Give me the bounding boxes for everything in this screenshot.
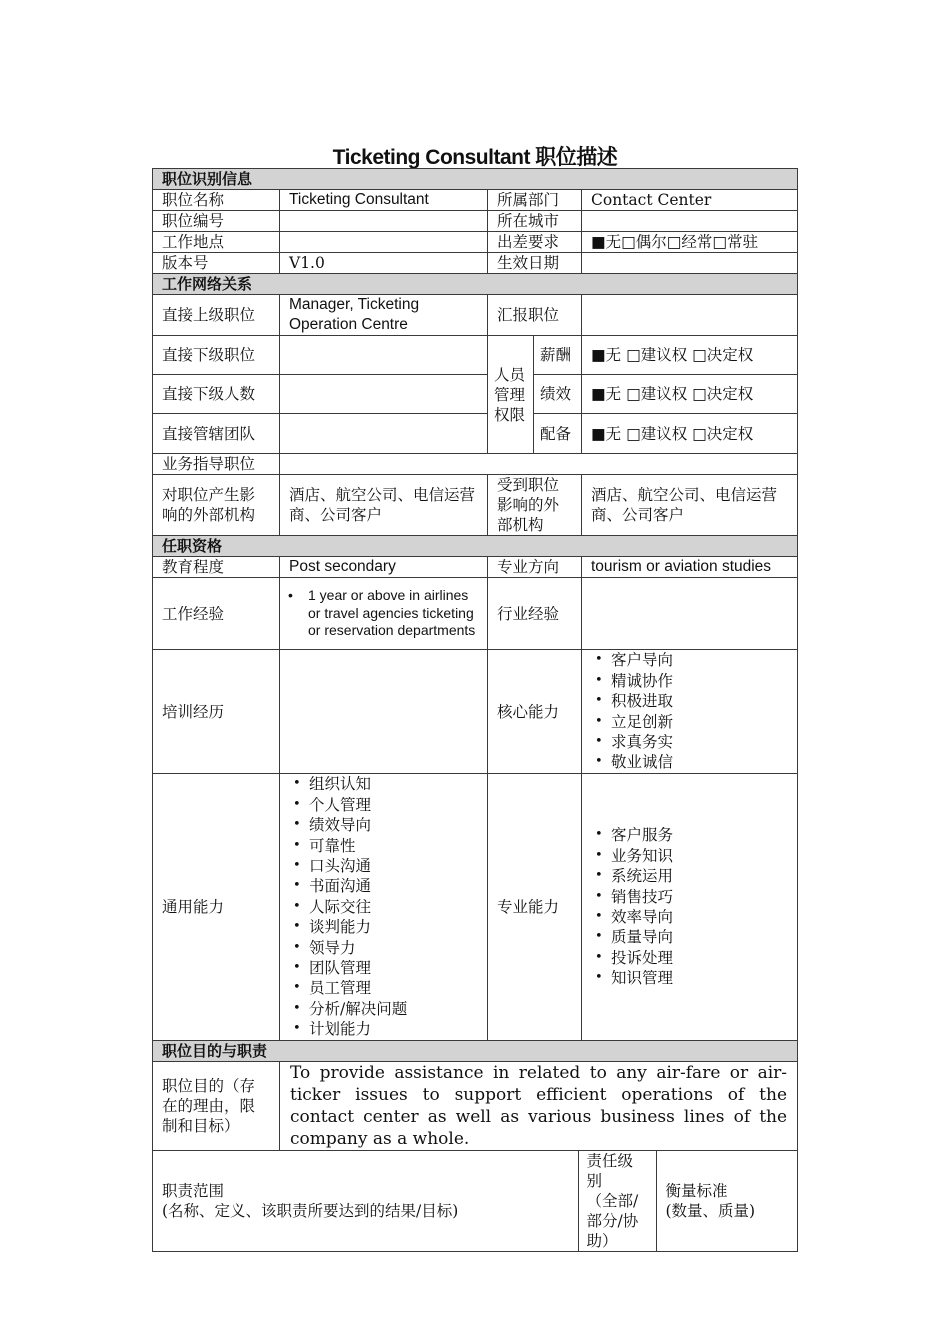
city-value — [582, 211, 798, 232]
core-ability-list — [591, 650, 788, 772]
table-row — [153, 190, 798, 211]
training-value — [280, 650, 488, 774]
guidance-value — [280, 454, 798, 475]
field-label: 培训经历 — [153, 650, 280, 774]
superior-value: Manager, Ticketing Operation Centre — [280, 295, 488, 336]
major-value: tourism or aviation studies — [582, 557, 798, 578]
list-item: • 谈判能力 — [289, 917, 478, 937]
department-value: Contact Center — [582, 190, 798, 211]
scope-label: 职责范围 — [162, 1182, 225, 1200]
list-item: • 可靠性 — [289, 836, 478, 856]
field-label: 教育程度 — [153, 557, 280, 578]
education-value: Post secondary — [280, 557, 488, 578]
field-label: 业务指导职位 — [153, 454, 280, 475]
authority-item-value: ■无 □建议权 □决定权 — [582, 375, 798, 414]
authority-item-value: ■无 □建议权 □决定权 — [582, 336, 798, 375]
field-label: 出差要求 — [488, 232, 582, 253]
list-item: • 系统运用 — [591, 866, 788, 886]
list-item: • 积极进取 — [591, 691, 788, 711]
core-cell — [582, 650, 798, 774]
table-row — [153, 1151, 798, 1252]
field-label: 职位目的（存在的理由，限制和目标） — [153, 1062, 280, 1151]
list-item: • 团队管理 — [289, 958, 478, 978]
general-ability-list — [289, 774, 478, 1039]
table-row — [153, 557, 798, 578]
external-value: 酒店、航空公司、电信运营商、公司客户 — [280, 475, 488, 536]
authority-item-label: 配备 — [534, 414, 582, 454]
authority-item-label: 薪酬 — [534, 336, 582, 375]
table-row — [153, 211, 798, 232]
list-item: • 立足创新 — [591, 712, 788, 732]
list-item: • 组织认知 — [289, 774, 478, 794]
level-desc: （全部/部分/协助） — [586, 1192, 639, 1250]
job-description-table — [152, 168, 798, 1252]
field-label: 直接上级职位 — [153, 295, 280, 336]
field-label: 受到职位影响的外部机构 — [488, 475, 582, 536]
table-row — [153, 578, 798, 650]
field-label: 工作经验 — [153, 578, 280, 650]
report-value — [582, 295, 798, 336]
table-row — [153, 375, 798, 414]
list-item: • 领导力 — [289, 938, 478, 958]
field-label: 所属部门 — [488, 190, 582, 211]
list-item: • 分析/解决问题 — [289, 999, 478, 1019]
professional-ability-list — [591, 825, 788, 988]
measure-header-cell — [656, 1151, 797, 1251]
field-label: 直接下级人数 — [153, 375, 280, 414]
authority-label: 人员管理权限 — [488, 336, 534, 454]
field-label: 专业能力 — [488, 774, 582, 1041]
field-label: 版本号 — [153, 253, 280, 274]
list-item: • 质量导向 — [591, 927, 788, 947]
travel-value: ■无□偶尔□经常□常驻 — [582, 232, 798, 253]
field-label: 职位名称 — [153, 190, 280, 211]
section-header-network — [153, 274, 798, 295]
field-label: 生效日期 — [488, 253, 582, 274]
measure-desc: (数量、质量) — [665, 1202, 756, 1220]
list-item: • 绩效导向 — [289, 815, 478, 835]
field-label: 核心能力 — [488, 650, 582, 774]
level-label: 责任级别 — [586, 1152, 634, 1190]
authority-item-label: 绩效 — [534, 375, 582, 414]
field-label: 专业方向 — [488, 557, 582, 578]
list-item: • 个人管理 — [289, 795, 478, 815]
section-title: 工作网络关系 — [153, 274, 798, 295]
table-row — [153, 475, 798, 536]
list-item: • 客户服务 — [591, 825, 788, 845]
field-label: 工作地点 — [153, 232, 280, 253]
sub-count-value — [280, 375, 488, 414]
authority-item-value: ■无 □建议权 □决定权 — [582, 414, 798, 454]
list-item: • 客户导向 — [591, 650, 788, 670]
field-label: 行业经验 — [488, 578, 582, 650]
list-item: • 敬业诚信 — [591, 752, 788, 772]
list-item: • 销售技巧 — [591, 887, 788, 907]
level-header-cell — [578, 1151, 656, 1251]
list-item: • 效率导向 — [591, 907, 788, 927]
section-header-purpose — [153, 1041, 798, 1062]
table-row — [153, 295, 798, 336]
list-item: • 人际交往 — [289, 897, 478, 917]
table-row — [153, 232, 798, 253]
general-cell — [280, 774, 488, 1041]
list-item: • 1 year or above in airlines or travel agencies ticketing or reservation departments — [288, 587, 481, 640]
list-item: • 书面沟通 — [289, 876, 478, 896]
table-row — [153, 1062, 798, 1151]
field-label: 通用能力 — [153, 774, 280, 1041]
scope-header-cell — [153, 1151, 578, 1251]
affected-value: 酒店、航空公司、电信运营商、公司客户 — [582, 475, 798, 536]
list-item: • 员工管理 — [289, 978, 478, 998]
table-row — [153, 336, 798, 375]
table-row — [153, 774, 798, 1041]
measure-label: 衡量标准 — [665, 1182, 728, 1200]
version-value: V1.0 — [280, 253, 488, 274]
page-title: Ticketing Consultant 职位描述 — [332, 146, 618, 169]
section-title: 职位目的与职责 — [153, 1041, 798, 1062]
experience-cell — [280, 578, 488, 650]
purpose-value: To provide assistance in related to any air-fare or air-ticker issues to support efficient operations of the contact center as well as various business lines of the company as a whole. — [280, 1062, 798, 1151]
position-code-value — [280, 211, 488, 232]
table-row — [153, 650, 798, 774]
list-item: • 求真务实 — [591, 732, 788, 752]
field-label: 职位编号 — [153, 211, 280, 232]
table-row — [153, 253, 798, 274]
scope-desc: (名称、定义、该职责所要达到的结果/目标) — [162, 1202, 459, 1220]
field-label: 直接管辖团队 — [153, 414, 280, 454]
section-title: 任职资格 — [153, 536, 798, 557]
field-label: 对职位产生影响的外部机构 — [153, 475, 280, 536]
field-label: 直接下级职位 — [153, 336, 280, 375]
effective-date-value — [582, 253, 798, 274]
list-item: • 精诚协作 — [591, 671, 788, 691]
team-value — [280, 414, 488, 454]
table-row — [153, 414, 798, 454]
table-row — [153, 454, 798, 475]
professional-cell — [582, 774, 798, 1041]
location-value — [280, 232, 488, 253]
section-title: 职位识别信息 — [153, 169, 798, 190]
list-item: • 计划能力 — [289, 1019, 478, 1039]
section-header-qualification — [153, 536, 798, 557]
list-item: • 投诉处理 — [591, 948, 788, 968]
position-name-value: Ticketing Consultant — [280, 190, 488, 211]
field-label: 汇报职位 — [488, 295, 582, 336]
subordinate-value — [280, 336, 488, 375]
industry-value — [582, 578, 798, 650]
experience-list — [288, 587, 481, 640]
responsibility-header — [153, 1151, 797, 1251]
field-label: 所在城市 — [488, 211, 582, 232]
list-item: • 知识管理 — [591, 968, 788, 988]
list-item: • 业务知识 — [591, 846, 788, 866]
section-header-identity — [153, 169, 798, 190]
list-item: • 口头沟通 — [289, 856, 478, 876]
